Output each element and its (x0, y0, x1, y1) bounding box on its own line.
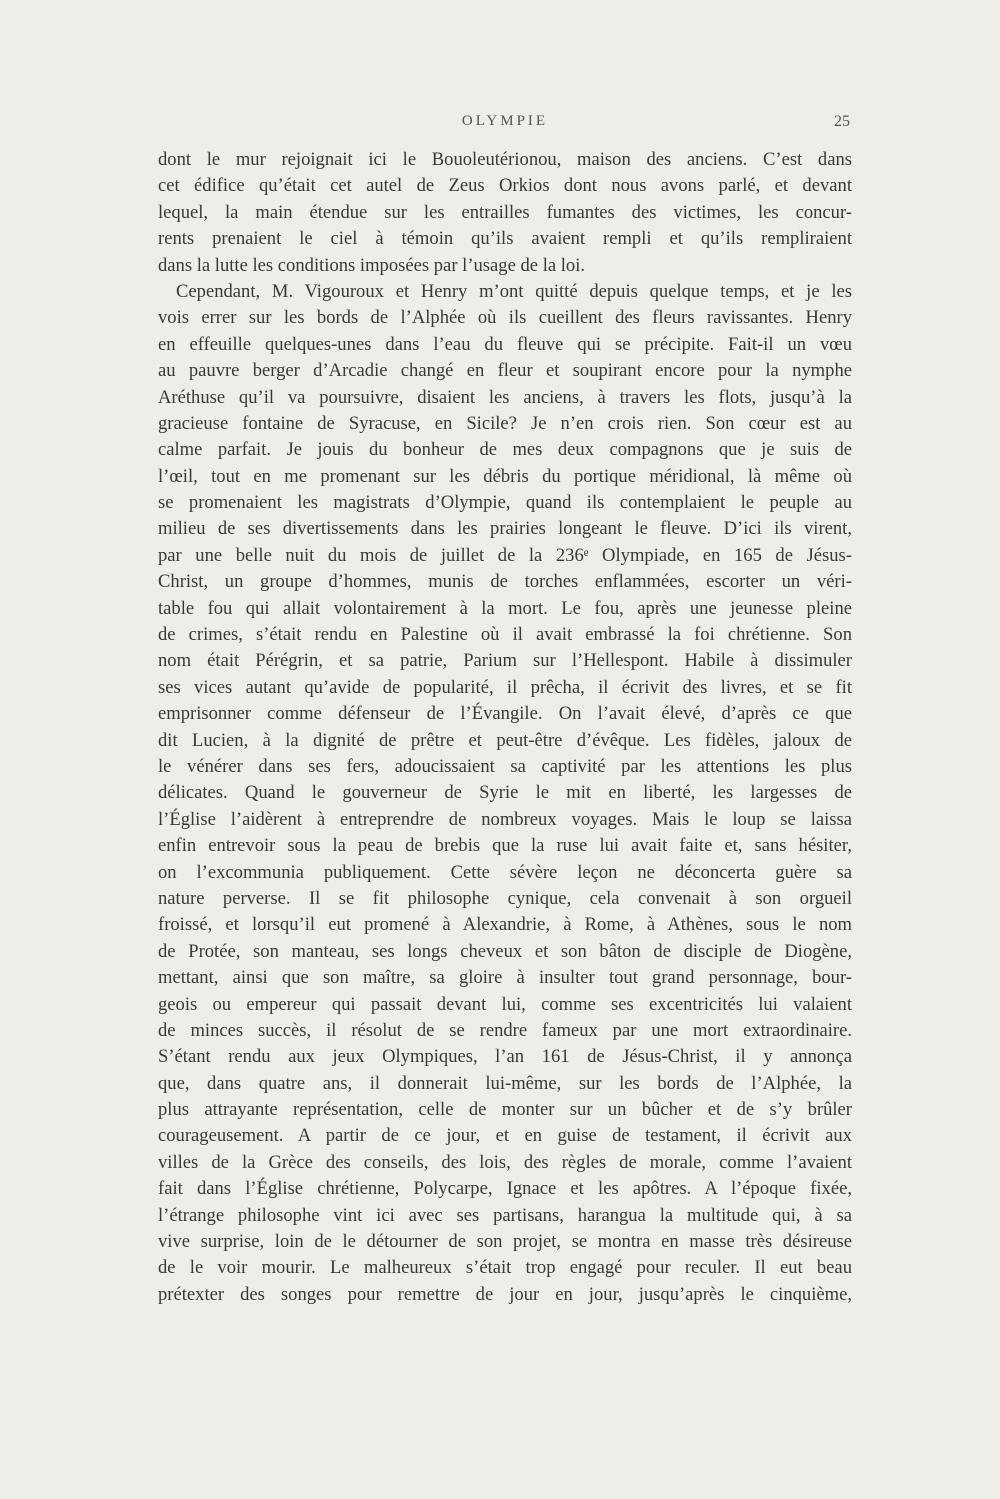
text-line: nature perverse. Il se fit philosophe cynique, cela convenait à son orgueil (158, 887, 852, 909)
running-head (160, 113, 850, 137)
text-line: plus attrayante représentation, celle de monter sur un bûcher et de s’y brûler (158, 1099, 852, 1121)
text-line: le vénérer dans ses fers, adoucissaient sa captivité par les attentions les plus (158, 755, 852, 777)
page-number: 25 (834, 113, 850, 130)
text-line: Aréthuse qu’il va poursuivre, disaient les anciens, à travers les flots, jusqu’à la (158, 386, 852, 408)
text-line: ses vices autant qu’avide de popularité, il prêcha, il écrivit des livres, et se fit (158, 676, 852, 698)
text-line: de minces succès, il résolut de se rendre fameux par une mort extraordinaire. (158, 1019, 852, 1041)
text-line: au pauvre berger d’Arcadie changé en fleur et soupirant encore pour la nymphe (158, 360, 852, 382)
text-line: emprisonner comme défenseur de l’Évangile. On l’avait élevé, d’après ce que (158, 703, 852, 725)
text-line: délicates. Quand le gouverneur de Syrie le mit en liberté, les largesses de (158, 782, 852, 804)
body-text (158, 147, 852, 1308)
text-line: mettant, ainsi que son maître, sa gloire à insulter tout grand personnage, bour- (158, 967, 852, 989)
text-line: lequel, la main étendue sur les entrailles fumantes des victimes, les concur- (158, 201, 852, 223)
text-line: nom était Pérégrin, et sa patrie, Parium sur l’Hellespont. Habile à dissimuler (158, 650, 852, 672)
text-line: on l’excommunia publiquement. Cette sévère leçon ne déconcerta guère sa (158, 861, 852, 883)
text-line: que, dans quatre ans, il donnerait lui-même, sur les bords de l’Alphée, la (158, 1072, 852, 1094)
text-line: table fou qui allait volontairement à la mort. Le fou, après une jeunesse pleine (158, 597, 852, 619)
text-line: S’étant rendu aux jeux Olympiques, l’an 161 de Jésus-Christ, il y annonça (158, 1046, 852, 1068)
text-line: Cependant, M. Vigouroux et Henry m’ont quitté depuis quelque temps, et je les (176, 280, 852, 302)
text-line: geois ou empereur qui passait devant lui, comme ses excentricités lui valaient (158, 993, 852, 1015)
text-line: l’œil, tout en me promenant sur les débris du portique méridional, là même où (158, 465, 852, 487)
text-line: froissé, et lorsqu’il eut promené à Alexandrie, à Rome, à Athènes, sous le nom (158, 914, 852, 936)
text-line: vive surprise, loin de le détourner de son projet, se montra en masse très désireuse (158, 1231, 852, 1253)
text-line: de crimes, s’était rendu en Palestine où il avait embrassé la foi chrétienne. Son (158, 624, 852, 646)
text-line: se promenaient les magistrats d’Olympie, quand ils contemplaient le peuple au (158, 492, 852, 514)
text-line: Christ, un groupe d’hommes, munis de torches enflammées, escorter un véri- (158, 571, 852, 593)
text-line: de Protée, son manteau, ses longs cheveux et son bâton de disciple de Diogène, (158, 940, 852, 962)
text-line: calme parfait. Je jouis du bonheur de mes deux compagnons que je suis de (158, 439, 852, 461)
text-line: l’étrange philosophe vint ici avec ses partisans, harangua la multitude qui, à sa (158, 1204, 852, 1226)
text-line: enfin entrevoir sous la peau de brebis que la ruse lui avait faite et, sans hésiter, (158, 835, 852, 857)
text-line: milieu de ses divertissements dans les prairies longeant le fleuve. D’ici ils virent, (158, 518, 852, 540)
text-line: en effeuille quelques-unes dans l’eau du fleuve qui se précipite. Fait-il un vœu (158, 333, 852, 355)
text-line: de le voir mourir. Le malheureux s’était trop engagé pour reculer. Il eut beau (158, 1257, 852, 1279)
text-line: l’Église l’aidèrent à entreprendre de nombreux voyages. Mais le loup se laissa (158, 808, 852, 830)
text-line: gracieuse fontaine de Syracuse, en Sicile? Je n’en crois rien. Son cœur est au (158, 412, 852, 434)
text-line: par une belle nuit du mois de juillet de la 236ᵉ Olympiade, en 165 de Jésus- (158, 544, 852, 566)
text-line: vois errer sur les bords de l’Alphée où ils cueillent des fleurs ravissantes. Henry (158, 307, 852, 329)
text-line: dont le mur rejoignait ici le Bouoleutérionou, maison des anciens. C’est dans (158, 149, 852, 170)
text-line: prétexter des songes pour remettre de jour en jour, jusqu’après le cinquième, (158, 1283, 852, 1305)
text-line: courageusement. A partir de ce jour, et en guise de testament, il écrivit aux (158, 1125, 852, 1147)
text-line: cet édifice qu’était cet autel de Zeus Orkios dont nous avons parlé, et devant (158, 175, 852, 197)
text-line: dit Lucien, à la dignité de prêtre et peut-être d’évêque. Les fidèles, jaloux de (158, 729, 852, 751)
text-line: dans la lutte les conditions imposées par l’usage de la loi. (158, 254, 586, 276)
text-line: rents prenaient le ciel à témoin qu’ils avaient rempli et qu’ils rempliraient (158, 228, 852, 250)
text-line: villes de la Grèce des conseils, des lois, des règles de morale, comme l’avaient (158, 1151, 852, 1173)
running-title: OLYMPIE (461, 113, 549, 129)
text-line: fait dans l’Église chrétienne, Polycarpe, Ignace et les apôtres. A l’époque fixée, (158, 1178, 852, 1200)
